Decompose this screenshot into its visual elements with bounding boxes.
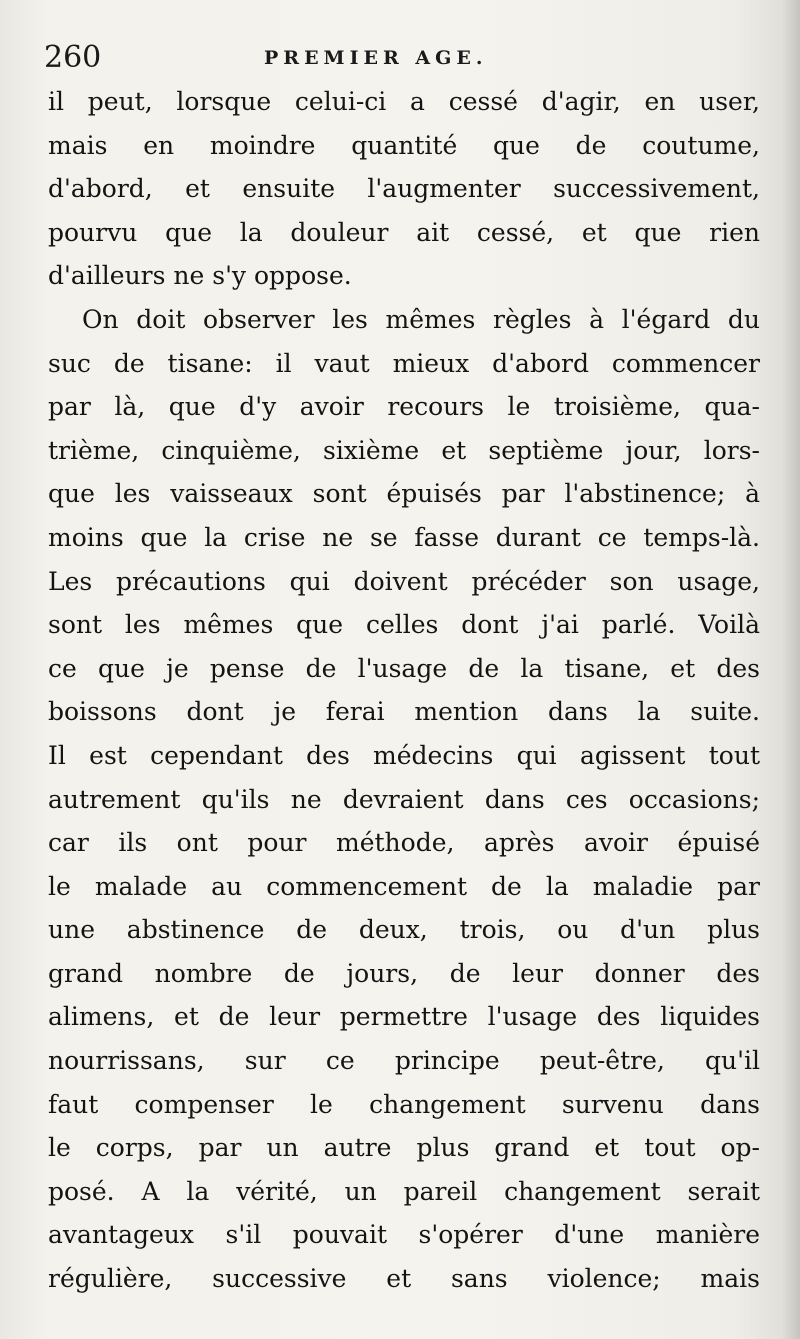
- text-line: par là, que d'y avoir recours le troisième, qua-: [48, 392, 760, 422]
- text-line: il peut, lorsque celui-ci a cessé d'agir, en user,: [48, 87, 760, 116]
- text-line: ce que je pense de l'usage de la tisane, et des: [48, 653, 760, 683]
- text-line: posé. A la vérité, un pareil changement serait: [48, 1176, 760, 1206]
- running-head: PREMIER AGE.: [264, 47, 488, 69]
- text-line: faut compenser le changement survenu dans: [48, 1089, 760, 1119]
- page-number: 260: [44, 40, 102, 75]
- text-line: suc de tisane: il vaut mieux d'abord commencer: [48, 348, 760, 378]
- text-line: le malade au commencement de la maladie par: [48, 871, 760, 901]
- text-line: régulière, successive et sans violence; mais: [48, 1264, 760, 1294]
- text-line: On doit observer les mêmes règles à l'égard du: [82, 304, 760, 334]
- text-line: grand nombre de jours, de leur donner des: [48, 958, 760, 988]
- text-line: d'abord, et ensuite l'augmenter successivement,: [48, 174, 760, 204]
- body-text: [48, 80, 760, 1301]
- text-line: une abstinence de deux, trois, ou d'un plus: [48, 915, 760, 945]
- text-line: Les précautions qui doivent précéder son usage,: [48, 566, 760, 596]
- text-line: Il est cependant des médecins qui agissent tout: [48, 740, 760, 770]
- text-line: moins que la crise ne se fasse durant ce temps-là.: [48, 522, 760, 552]
- text-line: que les vaisseaux sont épuisés par l'abstinence; à: [48, 479, 760, 509]
- text-line: mais en moindre quantité que de coutume,: [48, 130, 760, 160]
- text-line: nourrissans, sur ce principe peut-être, qu'il: [48, 1046, 760, 1076]
- text-line: boissons dont je ferai mention dans la suite.: [48, 697, 760, 727]
- text-line: le corps, par un autre plus grand et tout op-: [48, 1133, 760, 1163]
- text-line: pourvu que la douleur ait cessé, et que rien: [48, 217, 760, 247]
- text-line: alimens, et de leur permettre l'usage des liquides: [48, 1002, 760, 1032]
- text-line: sont les mêmes que celles dont j'ai parlé. Voilà: [48, 610, 760, 640]
- text-line: d'ailleurs ne s'y oppose.: [48, 261, 352, 291]
- page-header: [44, 38, 764, 78]
- text-line: car ils ont pour méthode, après avoir épuisé: [48, 828, 760, 858]
- text-line: autrement qu'ils ne devraient dans ces occasions;: [48, 784, 760, 814]
- spine-shadow: [782, 0, 800, 1339]
- text-line: avantageux s'il pouvait s'opérer d'une manière: [48, 1220, 760, 1250]
- text-line: trième, cinquième, sixième et septième jour, lors-: [48, 435, 760, 465]
